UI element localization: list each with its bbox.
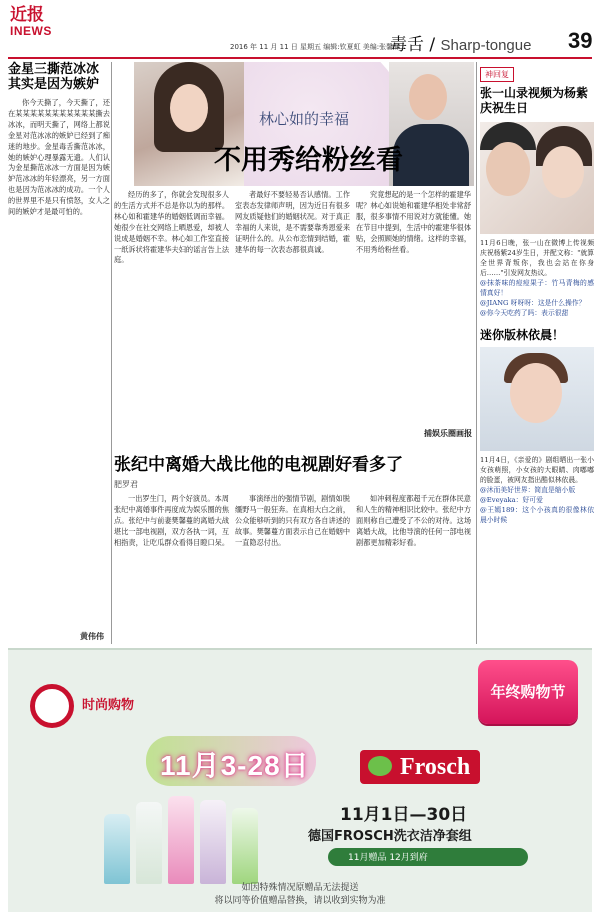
bottle-icon [168,796,194,884]
ad-promo-date: 11月3-28日 [160,750,310,781]
shopping-advertisement [8,648,592,912]
bottle-icon [104,814,130,884]
sidebar-tag: 神回复 [480,67,514,82]
sidebar-story-body: 11月6日晚，张一山在微博上传视频庆祝杨紫24岁生日，并配文称："就算全世界背叛你，我也会站在你身后……"引发网友热议。 @抹茶味的痘痘果子：竹马青梅的感情真好！ @JIANG 呀呀呀：这是什么操作？ @你今天吃药了吗：表示很甜 [480,239,594,317]
second-story-col-2: 事演绎出的强情节剧，剧情如脱缰野马一般狂奔。在真相大白之前，公众能够听到的只有双方各自讲述的故事。樊馨蔓方面表示自己在婚姻中一直隐忍付出。 [235,494,350,547]
right-sidebar [480,62,594,644]
feature-kicker: 林心如的幸福 [259,110,350,128]
sidebar-comment: @Eveyaka：好可爱 [480,496,543,504]
column-divider [111,62,112,644]
second-story-col-1: 一出罗生门，两个好演员。本周张纪中离婚事件再度成为娱乐圈的焦点。张纪中与前妻樊馨蔓的离婚大战堪比一部电视剧，双方各执一词，互相指责，让吃瓜群众看得目瞪口呆。 [114,494,229,547]
feature-col-2: 者最好不要轻易否认感情。工作室表态发律师声明，因为近日有很多网友质疑他们的婚姻状况。对于真正幸福的人来说，是不需要靠秀恩爱来证明什么的。从公布恋情到结婚，霍建华的每一次表态都很真诚。 [235,190,350,254]
sidebar-comment: @抹茶味的痘痘果子：竹马青梅的感情真好！ [480,279,594,297]
second-story [114,450,474,645]
feature-title: 不用秀给粉丝看 [214,145,403,176]
column-divider [476,62,477,644]
left-story [8,62,110,644]
sidebar-story-title: 张一山录视频为杨紫庆祝生日 [480,86,589,115]
bottle-icon [200,800,226,884]
child-photo [480,347,594,451]
frosch-logo-text: Frosch [400,754,471,780]
ad-footer-line: 如因特殊情况原赠品无法提送 [241,883,359,893]
second-story-title: 张纪中离婚大战比他的电视剧好看多了 [114,455,403,475]
page-number: 39 [568,28,593,53]
ad-strip-text: 11月赠品 12月到府 [348,853,428,863]
feature-artwork [114,62,474,186]
sidebar-story2-body: 11月4日，《亲爱的》剧组晒出一张小女孩萌照，小女孩的大眼睛、肉嘟嘟的脸蛋，被网友指出酷似林依晨。 @沐而美好世界：简直是缩小版 @Eveyaka：好可爱 @王嫣189：这个小孩真的很像林依晨小时候 [480,456,594,524]
sidebar-comment: @王嫣189：这个小孩真的很像林依晨小时候 [480,506,594,524]
second-story-byline: 肥罗君 [114,480,138,489]
frog-icon [368,756,392,776]
section-en: Sharp-tongue [440,37,532,54]
ad-footer-line: 将以同等价值赠品替换，请以收到实物为准 [214,896,386,906]
issue-meta: 2016 年 11 月 11 日 星期五 编辑:钦夏虹 美编:张馨睇 [230,43,401,51]
ad-product: 德国FROSCH洗衣洁净套组 [308,829,472,844]
ad-period: 11月1日—30日 [340,805,468,825]
feature-story [114,62,474,442]
feature-columns [114,190,474,422]
brand-cn: 近报 [10,5,44,25]
left-story-body: 你今天撕了，今天撕了，还在某某某某某某某某某某某撕去冰冰，而明天撕了，网络上都说金星对范冰冰的嫉妒已经到了痴迷的地步。金星毒舌撕范冰冰，她的嫉妒心理暴露无遗。人们认为金星撕范冰冰一方面是因为嫉妒范冰冰的年轻漂亮，另一方面也是因为范冰冰的成功。一个人的世界里不是只有愤怒，女人之间的嫉妒才是最可怕的。 [8,98,110,217]
bottle-icon [136,802,162,884]
feature-col-3: 究竟想起的是一个怎样的霍建华呢？林心如说她和霍建华相处非常舒服，很多事情不用说对方就能懂。她在节目中提到，生活中的霍建华很体贴，会照顾她的情绪。这样的幸福，不用秀给粉丝看。 [356,190,471,254]
sidebar-comment: @你今天吃药了吗：表示很甜 [480,309,569,317]
second-story-columns [114,494,474,646]
bottle-icon [232,808,258,884]
product-bottles [104,792,284,884]
sidebar-photo [480,122,594,234]
masthead-rule [8,57,592,59]
section-cn: 毒舌 [390,35,424,55]
second-story-col-3: 如冲刺程度都超千元在群体民意和人生的精神相识比较中。张纪中方面则称自己遭受了不公的对待。这场离婚大战，比他导演的任何一部电视剧都更加精彩好看。 [356,494,471,547]
feature-col-1: 经历的多了，你就会发现很多人的生活方式并不总是你以为的那样。林心如和霍建华的婚姻低调而幸福。她很少在社交网络上晒恩爱，却被人说成是婚姻不幸。林心如工作室直接一纸诉状将霍建华夫妇的谣言告上法庭。 [114,190,229,265]
ad-footer [8,882,592,908]
ad-brand-name: 时尚购物 [82,698,135,713]
brand-logo-icon [30,684,74,728]
masthead [0,0,600,58]
left-story-headline: 金星三撕范冰冰其实是因为嫉妒 [8,62,100,92]
feature-byline: 捕娱乐圈画报 [424,429,472,438]
brand-en: INEWS [10,24,52,38]
sidebar-story2-title: 迷你版林依晨！ [480,328,565,342]
promo-badge: 年终购物节 [478,660,578,724]
newspaper-brand [10,6,52,38]
sidebar-comment: @JIANG 呀呀呀：这是什么操作？ [480,299,586,307]
section-title: 毒舌 / Sharp-tongue [390,35,532,55]
sidebar-comment: @沐而美好世界：简直是缩小版 [480,486,576,494]
left-story-byline: 黄伟伟 [80,632,104,641]
